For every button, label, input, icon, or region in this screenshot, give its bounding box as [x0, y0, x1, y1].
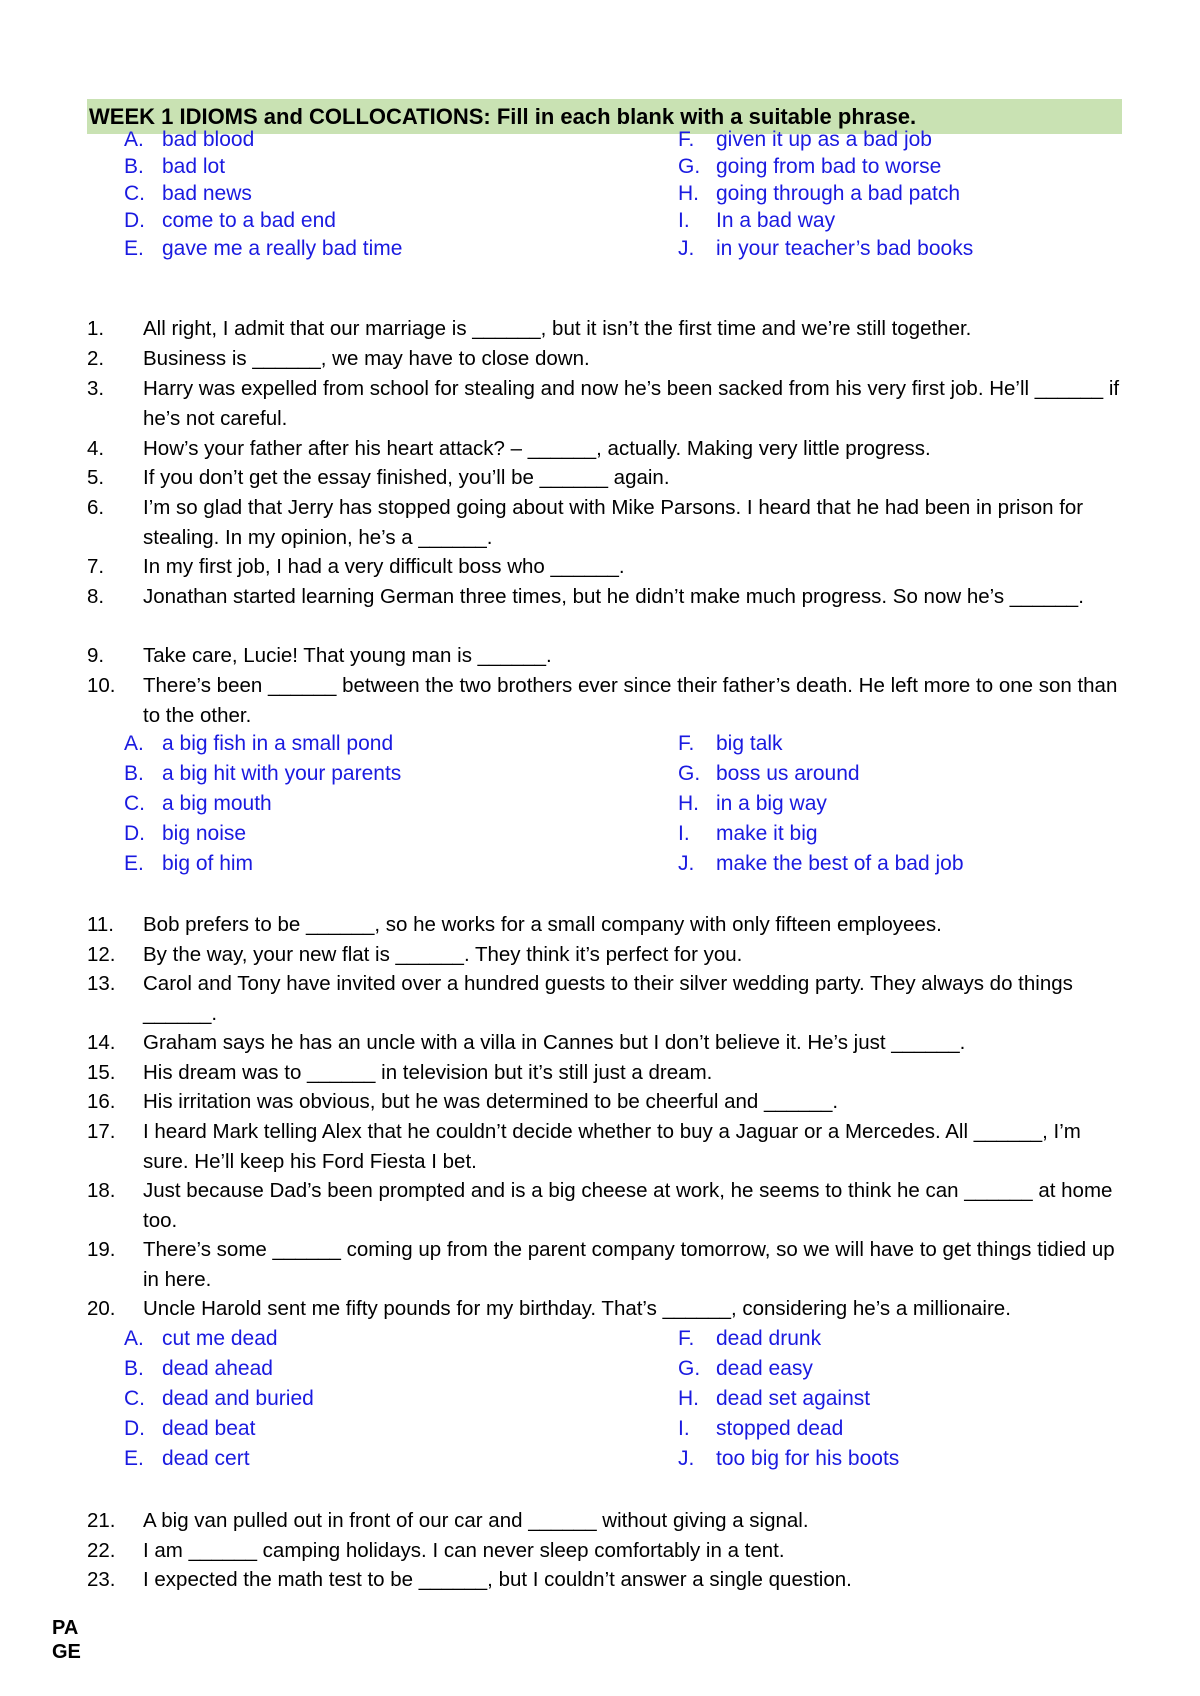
question-item: 9. Take care, Lucie! That young man is ______. [87, 644, 552, 667]
option-item: J. in your teacher’s bad books [678, 237, 974, 260]
question-item: 1. All right, I admit that our marriage is ______, but it isn’t the first time and we’re still together. [87, 317, 972, 340]
question-item: 23. I expected the math test to be ______, but I couldn’t answer a single question. [87, 1568, 852, 1591]
question-item: 12. By the way, your new flat is ______. They think it’s perfect for you. [87, 943, 743, 966]
option-item: B. a big hit with your parents [124, 762, 402, 785]
option-item: I. make it big [678, 822, 818, 845]
option-item: B. dead ahead [124, 1357, 273, 1380]
option-item: F. given it up as a bad job [678, 128, 932, 151]
question-item: 14. Graham says he has an uncle with a villa in Cannes but I don’t believe it. He’s just ______. [87, 1031, 966, 1054]
page-label-line2: GE [52, 1641, 81, 1663]
option-item: A. a big fish in a small pond [124, 732, 394, 755]
worksheet-title: WEEK 1 IDIOMS and COLLOCATIONS: Fill in each blank with a suitable phrase. [87, 99, 1122, 134]
option-item: J. make the best of a bad job [678, 852, 964, 875]
question-item: 11. Bob prefers to be ______, so he works for a small company with only fifteen employees. [87, 913, 942, 936]
question-item: 19. There’s some ______ coming up from the parent company tomorrow, so we will have to get things tidied up in here. [87, 1238, 1115, 1291]
option-item: G. dead easy [678, 1357, 813, 1380]
option-item: F. big talk [678, 732, 783, 755]
option-item: G. boss us around [678, 762, 860, 785]
question-item: 17. I heard Mark telling Alex that he couldn’t decide whether to buy a Jaguar or a Mercedes. All ______, I’m sure. He’ll keep his Ford Fiesta I bet. [87, 1120, 1081, 1173]
question-item: 15. His dream was to ______ in television but it’s still just a dream. [87, 1061, 713, 1084]
option-item: H. in a big way [678, 792, 827, 815]
page-label-line1: PA [52, 1617, 79, 1639]
question-item: 6. I’m so glad that Jerry has stopped going about with Mike Parsons. I heard that he had been in prison for stealing. In my opinion, he’s a ______. [87, 496, 1084, 549]
option-item: A. cut me dead [124, 1327, 278, 1350]
option-item: D. dead beat [124, 1417, 256, 1440]
option-item: C. bad news [124, 182, 252, 205]
question-item: 20. Uncle Harold sent me fifty pounds for my birthday. That’s ______, considering he’s a millionaire. [87, 1297, 1011, 1320]
question-item: 5. If you don’t get the essay finished, you’ll be ______ again. [87, 466, 670, 489]
option-item: C. dead and buried [124, 1387, 314, 1410]
option-item: J. too big for his boots [678, 1447, 900, 1470]
option-item: H. going through a bad patch [678, 182, 961, 205]
option-item: I. In a bad way [678, 209, 836, 232]
question-item: 21. A big van pulled out in front of our car and ______ without giving a signal. [87, 1509, 809, 1532]
question-item: 16. His irritation was obvious, but he was determined to be cheerful and ______. [87, 1090, 839, 1113]
option-item: I. stopped dead [678, 1417, 844, 1440]
option-item: C. a big mouth [124, 792, 272, 815]
page-label [52, 1616, 92, 1664]
option-item: E. big of him [124, 852, 254, 875]
option-item: G. going from bad to worse [678, 155, 942, 178]
question-item: 8. Jonathan started learning German three times, but he didn’t make much progress. So now he’s ______. [87, 585, 1084, 608]
question-item: 3. Harry was expelled from school for stealing and now he’s been sacked from his very first job. He’ll ______ if he’s not careful. [87, 377, 1120, 430]
question-item: 4. How’s your father after his heart attack? – ______, actually. Making very little progress. [87, 437, 931, 460]
option-item: D. come to a bad end [124, 209, 336, 232]
option-item: D. big noise [124, 822, 247, 845]
question-item: 18. Just because Dad’s been prompted and is a big cheese at work, he seems to think he can ______ at home too. [87, 1179, 1113, 1232]
option-item: A. bad blood [124, 128, 255, 151]
option-item: H. dead set against [678, 1387, 871, 1410]
question-item: 10. There’s been ______ between the two brothers ever since their father’s death. He left more to one son than to the other. [87, 674, 1118, 727]
option-item: F. dead drunk [678, 1327, 822, 1350]
question-item: 7. In my first job, I had a very difficult boss who ______. [87, 555, 625, 578]
option-item: B. bad lot [124, 155, 226, 178]
option-item: E. dead cert [124, 1447, 250, 1470]
option-item: E. gave me a really bad time [124, 237, 403, 260]
question-item: 13. Carol and Tony have invited over a hundred guests to their silver wedding party. They always do things ______. [87, 972, 1073, 1025]
question-item: 2. Business is ______, we may have to close down. [87, 347, 590, 370]
question-item: 22. I am ______ camping holidays. I can never sleep comfortably in a tent. [87, 1539, 785, 1562]
